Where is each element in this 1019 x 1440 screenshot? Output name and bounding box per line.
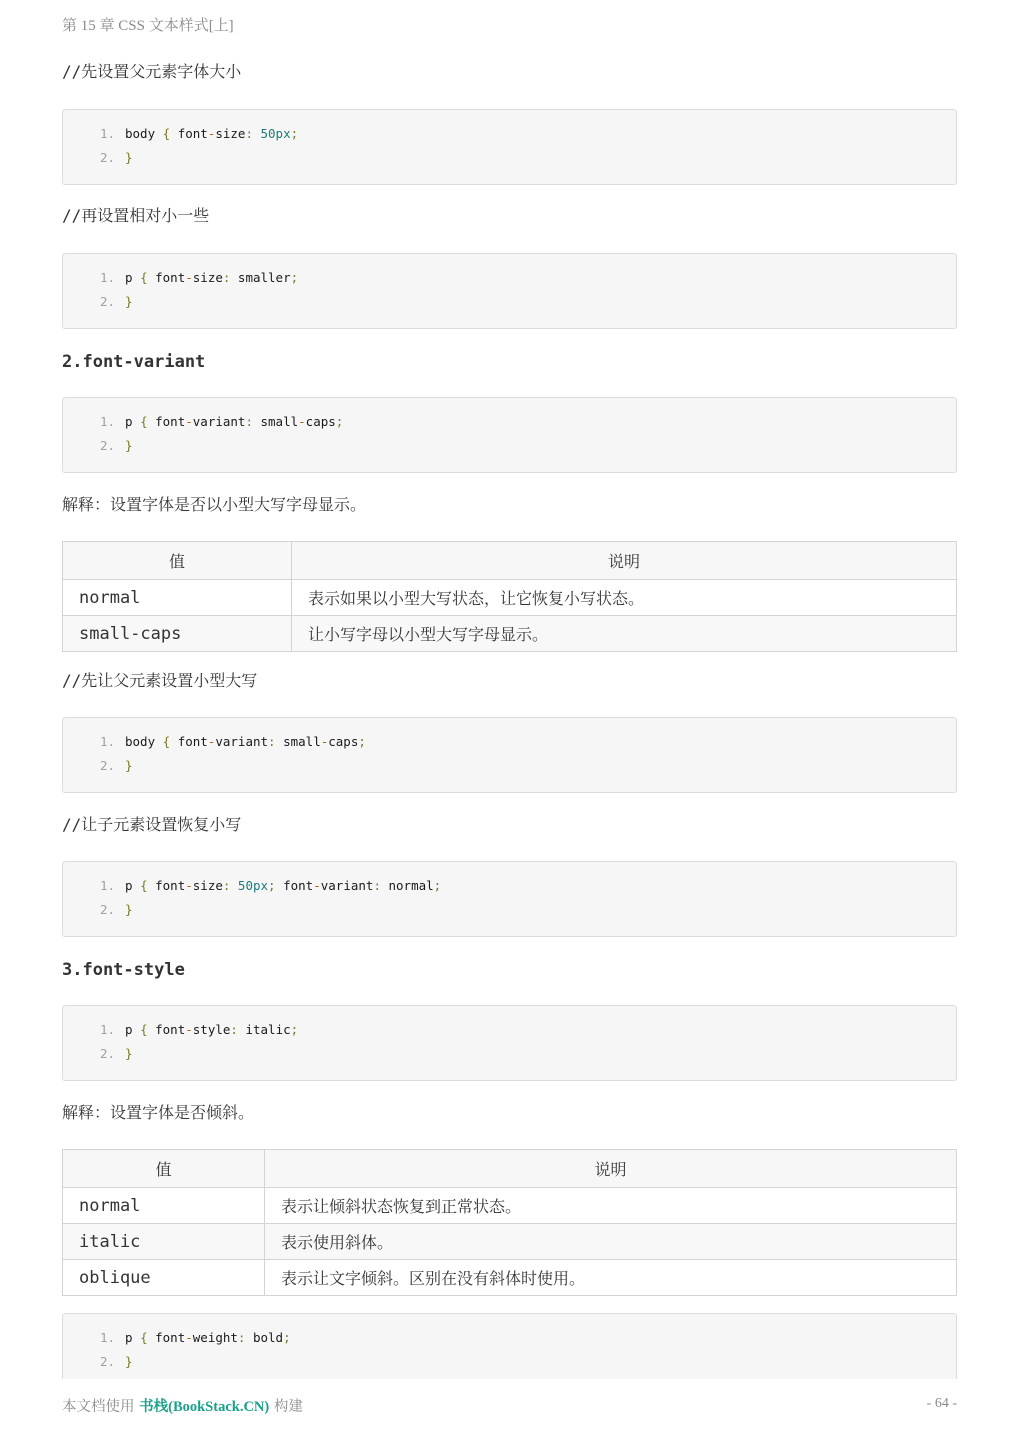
code-token: body: [125, 126, 163, 141]
code-block: [62, 109, 957, 185]
code-line: [63, 146, 956, 170]
line-number: 2.: [99, 758, 115, 773]
code-token: 50px: [252, 126, 291, 141]
code-token: :: [222, 878, 231, 893]
code-token: {: [140, 1022, 148, 1037]
code-text: [125, 874, 441, 898]
code-text: }: [125, 1046, 133, 1061]
code-token: smaller: [230, 270, 291, 285]
values-table: [62, 1149, 957, 1296]
code-token: weight: [192, 1330, 238, 1345]
table-header-value: 值: [63, 1150, 265, 1188]
code-token: :: [237, 1330, 246, 1345]
code-token: :: [245, 126, 253, 141]
code-text: [125, 410, 343, 434]
line-number: 1.: [99, 1022, 115, 1037]
line-number: 2.: [99, 150, 115, 165]
code-token: -: [185, 1330, 193, 1345]
code-line: [63, 266, 956, 290]
code-line: [63, 1350, 956, 1374]
page-number: - 64 -: [926, 1396, 957, 1411]
bookstack-link[interactable]: 书栈(BookStack.CN): [139, 1399, 270, 1415]
line-number: 1.: [99, 734, 115, 749]
code-line: [63, 754, 956, 778]
table-cell-value: normal: [63, 580, 292, 616]
code-token: :: [230, 1022, 238, 1037]
code-block: [62, 253, 957, 329]
code-token: {: [162, 734, 171, 749]
code-line: [63, 730, 956, 754]
code-text: [125, 1018, 298, 1042]
code-line: [63, 434, 956, 458]
code-token: ;: [283, 1330, 291, 1345]
code-token: ;: [358, 734, 366, 749]
table-cell-description: 表示使用斜体。: [265, 1224, 957, 1260]
line-number: 1.: [99, 878, 115, 893]
code-text: }: [125, 294, 133, 309]
code-token: caps: [305, 414, 336, 429]
code-token: font: [147, 1022, 186, 1037]
table-header-description: 说明: [265, 1150, 957, 1188]
code-text: }: [125, 902, 133, 917]
code-text: [125, 266, 298, 290]
table-cell-description: 表示让文字倾斜。区别在没有斜体时使用。: [265, 1260, 957, 1296]
code-text: [125, 122, 298, 146]
line-number: 1.: [99, 270, 115, 285]
code-token: normal: [380, 878, 434, 893]
table-cell-description: 表示让倾斜状态恢复到正常状态。: [265, 1188, 957, 1224]
page-header-chapter-title: 第 15 章 CSS 文本样式[上]: [62, 18, 234, 34]
line-number: 2.: [99, 902, 115, 917]
explanation-paragraph: 解释：设置字体是否以小型大写字母显示。: [62, 495, 367, 514]
table-cell-value: italic: [63, 1224, 265, 1260]
line-number: 2.: [99, 1354, 115, 1369]
code-token: {: [140, 878, 148, 893]
code-token: small: [252, 414, 299, 429]
code-token: variant: [215, 734, 269, 749]
code-token: -: [207, 126, 216, 141]
code-token: p: [125, 1330, 141, 1345]
code-token: italic: [237, 1022, 291, 1037]
line-number: 2.: [99, 438, 115, 453]
line-number: 1.: [99, 414, 115, 429]
code-token: :: [373, 878, 381, 893]
code-token: font: [170, 126, 208, 141]
table-cell-value: normal: [63, 1188, 265, 1224]
code-token: {: [140, 1330, 148, 1345]
table-row: [63, 616, 957, 652]
code-line: [63, 898, 956, 922]
table-row: [63, 580, 957, 616]
code-block: [62, 861, 957, 937]
code-text: }: [125, 758, 133, 773]
code-text: }: [125, 150, 133, 165]
code-token: font: [147, 878, 186, 893]
code-token: variant: [192, 414, 246, 429]
code-token: ;: [290, 126, 299, 141]
code-token: small: [275, 734, 321, 749]
code-block: [62, 1313, 957, 1379]
code-line: [63, 122, 956, 146]
code-token: size: [215, 126, 246, 141]
footer-prefix: 本文档使用: [62, 1399, 140, 1415]
code-token: font: [170, 734, 208, 749]
code-token: -: [185, 1022, 193, 1037]
code-token: caps: [328, 734, 359, 749]
code-token: -: [185, 414, 193, 429]
code-token: font: [275, 878, 314, 893]
code-token: {: [140, 414, 148, 429]
code-token: -: [185, 878, 193, 893]
code-token: ;: [268, 878, 276, 893]
code-token: 50px: [230, 878, 269, 893]
comment-paragraph: //再设置相对小一些: [62, 206, 210, 225]
line-number: 1.: [99, 1330, 115, 1345]
section-heading: 3.font-style: [62, 960, 185, 980]
code-token: p: [125, 270, 141, 285]
line-number: 1.: [99, 126, 115, 141]
footer-suffix: 构建: [269, 1399, 303, 1415]
table-cell-description: 让小写字母以小型大写字母显示。: [292, 616, 957, 652]
code-text: }: [125, 438, 133, 453]
table-header-value: 值: [63, 542, 292, 580]
comment-paragraph: //先设置父元素字体大小: [62, 62, 242, 81]
line-number: 2.: [99, 1046, 115, 1061]
code-token: -: [185, 270, 193, 285]
table-cell-value: small-caps: [63, 616, 292, 652]
code-token: :: [268, 734, 276, 749]
code-token: :: [245, 414, 253, 429]
code-block: [62, 397, 957, 473]
code-token: bold: [245, 1330, 284, 1345]
code-token: ;: [433, 878, 442, 893]
code-token: variant: [320, 878, 374, 893]
code-token: style: [192, 1022, 231, 1037]
section-heading: 2.font-variant: [62, 352, 206, 372]
table-header-row: [63, 1150, 957, 1188]
code-line: [63, 1042, 956, 1066]
code-token: ;: [290, 270, 299, 285]
table-header-description: 说明: [292, 542, 957, 580]
code-line: [63, 874, 956, 898]
code-text: [125, 730, 366, 754]
table-cell-description: 表示如果以小型大写状态，让它恢复小写状态。: [292, 580, 957, 616]
code-token: p: [125, 1022, 141, 1037]
code-token: ;: [335, 414, 344, 429]
code-token: size: [192, 878, 223, 893]
code-token: p: [125, 878, 141, 893]
comment-paragraph: //先让父元素设置小型大写: [62, 671, 258, 690]
explanation-paragraph: 解释：设置字体是否倾斜。: [62, 1103, 255, 1122]
table-row: [63, 1224, 957, 1260]
code-token: font: [147, 270, 186, 285]
table-row: [63, 1260, 957, 1296]
line-number: 2.: [99, 294, 115, 309]
code-text: }: [125, 1354, 133, 1369]
code-token: -: [207, 734, 216, 749]
code-token: font: [147, 1330, 186, 1345]
footer-credit: [62, 1395, 303, 1416]
code-token: {: [140, 270, 148, 285]
code-token: -: [298, 414, 306, 429]
code-token: body: [125, 734, 163, 749]
code-token: -: [320, 734, 329, 749]
comment-paragraph: //让子元素设置恢复小写: [62, 815, 242, 834]
code-token: -: [313, 878, 321, 893]
code-token: p: [125, 414, 141, 429]
code-line: [63, 1018, 956, 1042]
table-cell-value: oblique: [63, 1260, 265, 1296]
values-table: [62, 541, 957, 652]
code-token: :: [222, 270, 231, 285]
code-line: [63, 410, 956, 434]
code-token: {: [162, 126, 171, 141]
code-token: font: [147, 414, 186, 429]
code-block: [62, 1005, 957, 1081]
code-text: [125, 1326, 291, 1350]
table-header-row: [63, 542, 957, 580]
code-token: ;: [290, 1022, 299, 1037]
code-line: [63, 290, 956, 314]
code-block: [62, 717, 957, 793]
code-line: [63, 1326, 956, 1350]
code-token: size: [192, 270, 223, 285]
table-row: [63, 1188, 957, 1224]
